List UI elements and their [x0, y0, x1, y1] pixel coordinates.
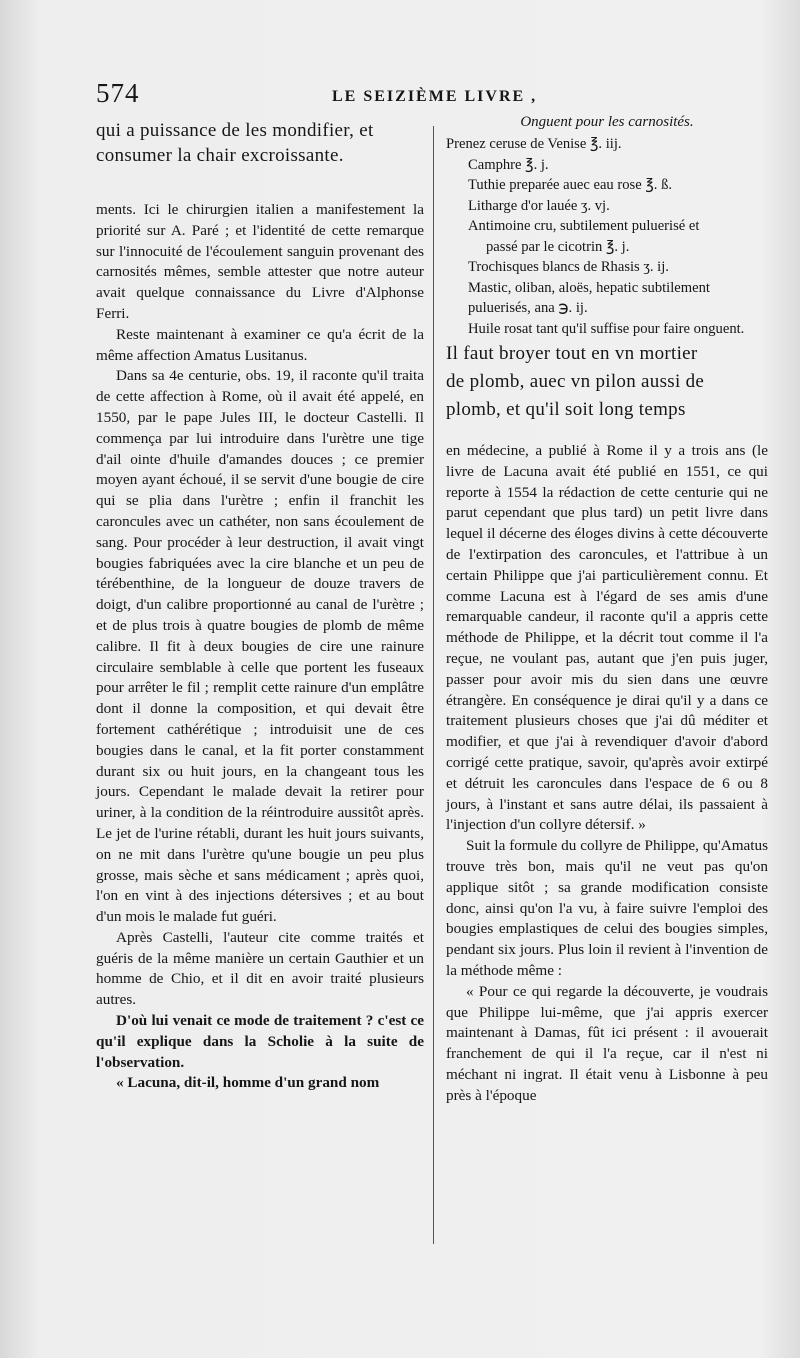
recipe-line: Mastic, oliban, aloës, hepatic subtilement puluerisés, ana ℈. ij. — [468, 279, 710, 316]
paragraph: « Pour ce qui regarde la découverte, je voudrais que Philippe lui-même, que j'ai appris exercer maintenant à Damas, fût ici présent : il avouerait franchement de qui il l'a reçue, car il n'est ni méchant ni ingrat. Il était venu à Lisbonne à peu près à l'époque — [446, 982, 768, 1104]
paragraph: « Lacuna, dit-il, homme d'un grand nom — [116, 1074, 380, 1092]
recipe-line: Antimoine cru, subtilement puluerisé et — [468, 218, 700, 234]
paragraph: Suit la formule du collyre de Philippe, qu'Amatus trouve très bon, mais qu'il ne veut pas qu'on applique sitôt ; sa grande modification consiste donc, ainsi qu'on l'a vu, à faire suivre l'emploi des bougies emplastiques de celui des bougies simples, pendant six jours. Plus loin il revient à l'invention de la méthode même : — [446, 837, 768, 979]
paragraph: Reste maintenant à examiner ce qu'a écrit de la même affection Amatus Lusitanus. — [96, 325, 424, 364]
recipe-line: Camphre ℥. j. — [468, 156, 549, 173]
gothic-text-line: consumer la chair excroissante. — [96, 145, 344, 166]
paragraph: en médecine, a publié à Rome il y a trois ans (le livre de Lacuna avait été publié en 1551, ce qui reporte à 1554 la rédaction de cette centurie qui ne parut cependant que plus tard) un petit livre dans lequel il décerne des éloges divins à cette découverte de l'extirpation des caroncules, et l'attribue à un certain Philippe que j'ai particulièrement connu. Et comme Lacuna est à l'égard de ses amis d'une remarquable candeur, il raconte qu'il a appris cette méthode de Philippe, et la décrit tout comme il l'a reçue, ne voulant pas, autant que j'en puis juger, passer pour avoir mis du sien dans une œuvre étrangère. En conséquence je dirai qu'il y a dans ce traitement plusieurs choses que j'ai dû méditer et modifier, et que j'ai à revendiquer d'avoir d'abord corrigé cette pratique, savoir, qu'après avoir extirpé et détruit les caroncules dans l'espace de 6 ou 8 jours, à l'instant et sans autre délai, ils passaient à l'injection d'un collyre détersif. » — [446, 442, 768, 834]
running-title: LE SEIZIÈME LIVRE , — [332, 88, 538, 105]
recipe-line: passé par le cicotrin ℥. j. — [486, 238, 630, 255]
recipe-line: Huile rosat tant qu'il suffise pour faire onguent. — [468, 320, 745, 337]
recipe-line: Litharge d'or lauée ʒ. vj. — [468, 197, 610, 214]
paragraph: Dans sa 4e centurie, obs. 19, il raconte qu'il traita de cette affection à Rome, où il avait été appelé, en 1550, par le pape Jules III, le docteur Castelli. Il commença par lui introduire dans l'urètre une tige d'ail ointe d'huile d'amandes douces ; ce premier moyen ayant échoué, il se servit d'une bougie de cire qui se plia dans l'urètre ; enfin il franchit les caroncules avec un cathéter, non sans écoulement de sang. Pour procéder à leur destruction, il avait vingt bougies fabriquées avec la cire blanche et un peu de térébenthine, de la longueur de douze travers de doigt, d'un calibre proportionné au canal de l'urètre ; et de plus trois à quatre bougies de plomb de même calibre. Il fit à deux bougies de cire une rainure circulaire semblable à celle que portent les fuseaux pour arrêter le fil ; remplit cette rainure d'un emplâtre dont il donne la composition, et qui devait être fortement cathérétique ; introduisit une de ces bougies dans le canal, et la fit porter constamment durant six ou huit jours, en la changeant tous les jours. Cependant le malade devait la retirer pour uriner, à la condition de la réintroduire aussitôt après. Le jet de l'urine rétabli, durant les huit jours suivants, on ne mit dans l'urètre qu'une bougie un peu plus grosse, mais sèche et sans médicament ; après quoi, l'on en vint à des injections détersives ; et au bout d'un mois le malade fut guéri. — [96, 367, 424, 926]
paragraph: D'où lui venait ce mode de traitement ? c'est ce qu'il explique dans la Scholie à la suite de l'observation. — [96, 1012, 424, 1071]
gothic-text-line: de plomb, auec vn pilon aussi de — [446, 371, 705, 392]
gothic-text-line: Il faut broyer tout en vn mortier — [446, 343, 698, 364]
gothic-text-line: qui a puissance de les mondifier, et — [96, 120, 374, 141]
recipe-title: Onguent pour les carnosités. — [520, 114, 694, 130]
page-number: 574 — [96, 78, 140, 108]
left-column — [96, 118, 424, 1094]
paragraph: Après Castelli, l'auteur cite comme traités et guéris de la même manière un certain Gauthier et un homme de Chio, et il dit en avoir traité plusieurs autres. — [96, 928, 424, 1009]
column-divider — [433, 126, 434, 1244]
paragraph: ments. Ici le chirurgien italien a manifestement la priorité sur A. Paré ; et l'identité de cette remarque sur l'innocuité de l'écoulement sanguin provenant des carnosités mêmes, semble attester que notre auteur avait quelque connaissance du Livre d'Alphonse Ferri. — [96, 201, 424, 322]
recipe-line: Tuthie preparée auec eau rose ℥. ß. — [468, 177, 673, 193]
right-column — [446, 112, 768, 1107]
recipe-line: Prenez ceruse de Venise ℥. iij. — [446, 136, 622, 152]
recipe-line: Trochisques blancs de Rhasis ʒ. ij. — [468, 259, 669, 275]
gothic-text-line: plomb, et qu'il soit long temps — [446, 399, 686, 420]
